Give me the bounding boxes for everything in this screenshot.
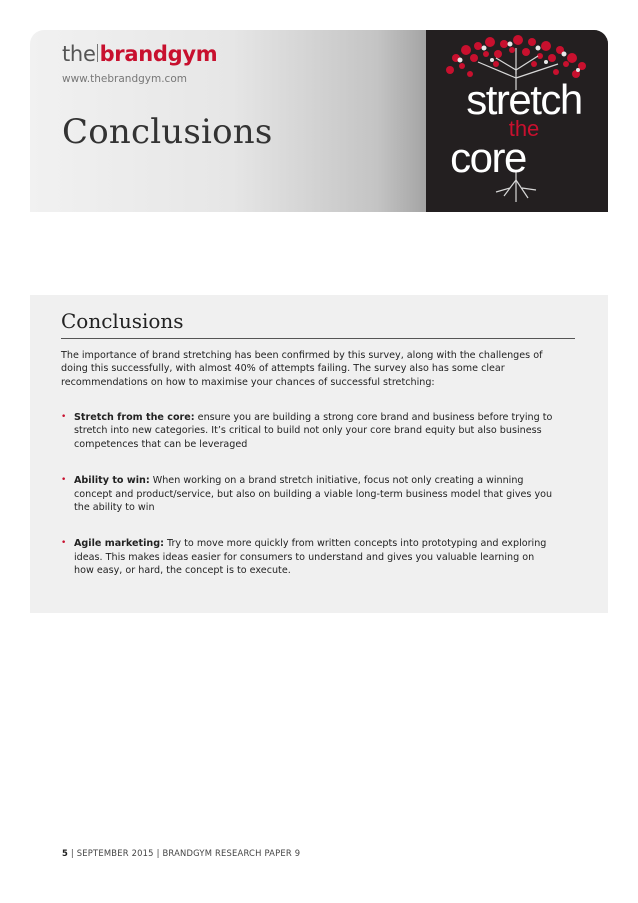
badge-the: the <box>508 116 540 141</box>
website-url[interactable]: www.thebrandgym.com <box>62 73 187 85</box>
badge-stretch: stretch <box>466 76 582 123</box>
logo-divider <box>97 44 98 62</box>
badge-core: core <box>450 134 526 181</box>
bullet-icon: • <box>61 475 67 486</box>
logo-the: the <box>62 42 96 66</box>
page-footer <box>62 848 300 858</box>
intro-paragraph: The importance of brand stretching has been confirmed by this survey, along with the challenges of doing this successfully, with almost 40% of attempts failing. The survey also has some clear recommendations on how to maximise your chances of successful stretching: <box>61 350 543 388</box>
section-heading: Conclusions <box>61 309 184 333</box>
header-banner <box>30 30 608 212</box>
bullet-text: ensure you are building a strong core brand and business before trying to stretch into new categories. It’s critical to build not only your core brand equity but also business competences that can be leveraged <box>74 412 553 450</box>
bullet-text: Try to move more quickly from written concepts into prototyping and exploring ideas. This makes ideas easier for consumers to understand and gives you valuable learning on how easy, or hard, the concept is to execute. <box>74 538 547 577</box>
bullet-title: Ability to win: <box>74 475 150 487</box>
tree-illustration <box>426 30 608 212</box>
list-item <box>61 474 556 514</box>
bullet-title: Stretch from the core: <box>74 412 195 423</box>
list-item <box>61 537 556 577</box>
bullet-text: When working on a brand stretch initiative, focus not only creating a winning concept and product/service, but also on building a viable long-term business model that gives you the ability to win <box>74 475 553 514</box>
list-item <box>61 411 556 451</box>
page-title: Conclusions <box>62 112 273 152</box>
conclusions-section <box>30 295 608 613</box>
brandgym-logo[interactable] <box>62 44 217 65</box>
logo-brandgym: brandgym <box>99 42 218 66</box>
bullet-title: Agile marketing: <box>74 538 164 550</box>
footer-text: | SEPTEMBER 2015 | BRANDGYM RESEARCH PAPER 9 <box>68 848 301 858</box>
bullet-icon: • <box>61 412 67 422</box>
heading-divider <box>61 338 575 339</box>
bullet-icon: • <box>61 538 67 549</box>
recommendations-list <box>61 411 556 601</box>
stretch-the-core-badge <box>426 30 608 212</box>
page-number: 5 <box>62 848 69 858</box>
